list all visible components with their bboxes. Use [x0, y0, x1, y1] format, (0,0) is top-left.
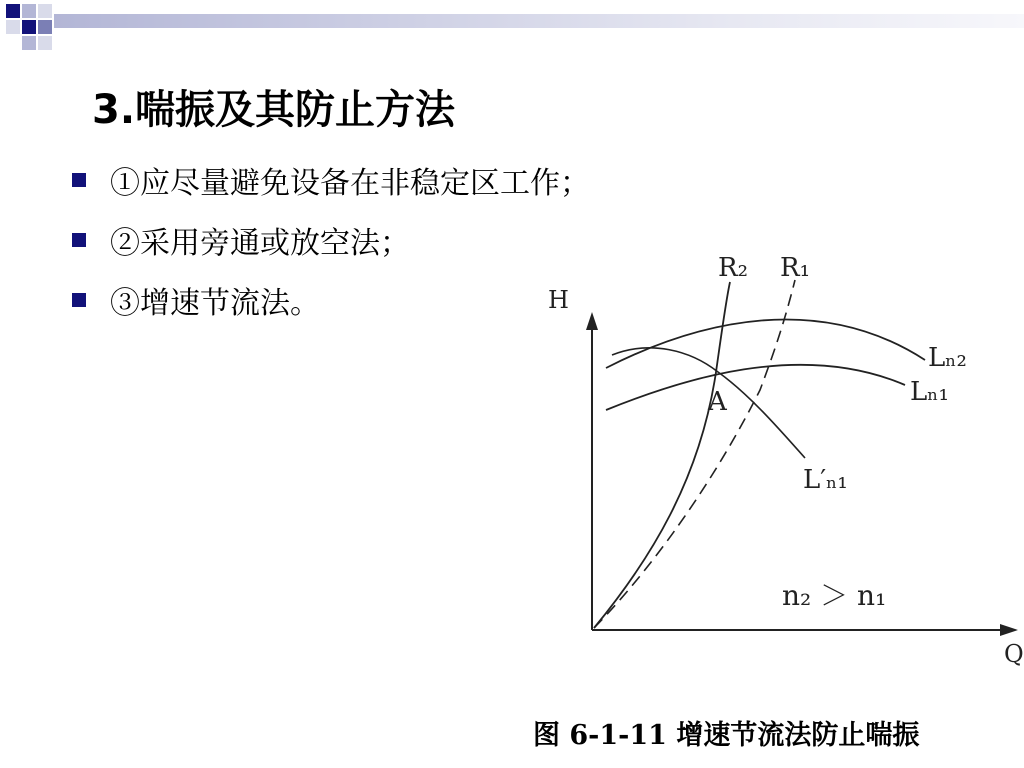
y-axis-arrow-icon — [586, 312, 598, 330]
curve-Ln1 — [606, 365, 905, 410]
bullet-item — [72, 210, 590, 270]
deco-square — [6, 4, 20, 18]
curve-Ln2-label: Lₙ₂ — [928, 343, 967, 373]
bullet-item — [72, 270, 590, 330]
bullet-text: ①应尽量避免设备在非稳定区工作； — [110, 166, 590, 201]
deco-square — [38, 20, 52, 34]
curve-R2 — [594, 282, 730, 628]
bullet-square-icon — [72, 293, 86, 307]
x-axis-arrow-icon — [1000, 624, 1018, 636]
curve-Ln1-label: Lₙ₁ — [910, 377, 949, 407]
figure-caption: 图 6-1-11 增速节流法防止喘振 — [533, 720, 920, 751]
y-axis-label: H — [548, 286, 569, 314]
surge-diagram — [530, 240, 1024, 768]
bullet-text: ③增速节流法。 — [110, 286, 320, 321]
bullet-square-icon — [72, 173, 86, 187]
curve-Ln2 — [606, 319, 925, 368]
slide-header-decoration — [0, 0, 1024, 52]
deco-square — [22, 20, 36, 34]
point-A-label: A — [708, 387, 727, 417]
curve-R1-label: R₁ — [780, 253, 810, 283]
deco-square — [22, 36, 36, 50]
speed-relation-label: n₂ ＞ n₁ — [782, 579, 887, 612]
bullet-list — [72, 150, 590, 330]
deco-square — [38, 36, 52, 50]
header-gradient-band — [54, 14, 1024, 28]
curve-Ln1-prime-label: L′ₙ₁ — [803, 465, 848, 495]
deco-square — [6, 20, 20, 34]
slide-title: 3.喘振及其防止方法 — [92, 87, 456, 133]
bullet-item — [72, 150, 590, 210]
bullet-square-icon — [72, 233, 86, 247]
bullet-text: ②采用旁通或放空法； — [110, 226, 410, 261]
x-axis-label: Q — [1004, 640, 1024, 668]
curve-R2-label: R₂ — [718, 253, 748, 283]
deco-square — [22, 4, 36, 18]
deco-square — [38, 4, 52, 18]
